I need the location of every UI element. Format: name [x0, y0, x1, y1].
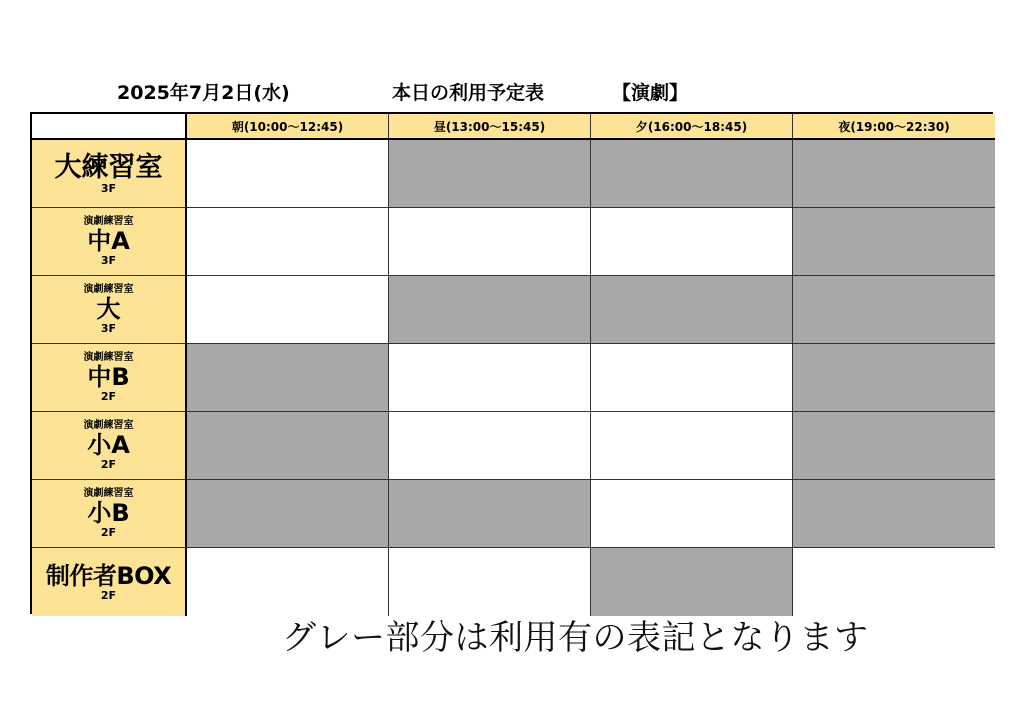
room-floor: 3F — [100, 322, 117, 335]
room-header — [32, 276, 187, 344]
schedule-table — [30, 112, 993, 614]
slot-cell — [793, 208, 995, 276]
table-corner — [32, 114, 187, 140]
slot-cell — [187, 480, 389, 548]
slot-cell — [187, 208, 389, 276]
slot-cell — [793, 140, 995, 208]
slot-cell — [793, 344, 995, 412]
slot-cell — [187, 412, 389, 480]
slot-cell — [591, 480, 793, 548]
room-floor: 2F — [100, 458, 117, 471]
slot-cell — [187, 140, 389, 208]
slot-cell — [591, 140, 793, 208]
room-name: 制作者BOX — [45, 561, 172, 590]
room-category: 演劇練習室 — [83, 284, 134, 295]
room-name: 小A — [87, 431, 130, 459]
room-category: 演劇練習室 — [83, 352, 134, 363]
room-floor: 3F — [100, 254, 117, 267]
slot-cell — [389, 480, 591, 548]
slot-cell — [187, 344, 389, 412]
room-floor: 2F — [100, 390, 117, 403]
slot-cell — [389, 412, 591, 480]
slot-cell — [591, 276, 793, 344]
slot-cell — [591, 208, 793, 276]
schedule-title: 本日の利用予定表 — [392, 82, 545, 104]
slot-cell — [389, 208, 591, 276]
slot-cell — [591, 548, 793, 616]
slot-cell — [389, 140, 591, 208]
room-header — [32, 412, 187, 480]
room-header — [32, 208, 187, 276]
room-category: 演劇練習室 — [83, 216, 134, 227]
slot-cell — [591, 344, 793, 412]
room-floor: 3F — [100, 181, 117, 195]
slot-cell — [591, 412, 793, 480]
slot-cell — [793, 276, 995, 344]
room-name: 中A — [87, 227, 130, 255]
room-header — [32, 344, 187, 412]
room-name: 小B — [87, 499, 130, 527]
slot-cell — [793, 548, 995, 616]
column-header-noon: 昼(13:00〜15:45) — [389, 114, 591, 140]
column-header-evening: 夕(16:00〜18:45) — [591, 114, 793, 140]
slot-cell — [389, 548, 591, 616]
column-header-night: 夜(19:00〜22:30) — [793, 114, 995, 140]
room-header — [32, 480, 187, 548]
schedule-genre: 【演劇】 — [612, 82, 689, 104]
slot-cell — [389, 276, 591, 344]
room-header — [32, 548, 187, 616]
slot-cell — [793, 412, 995, 480]
room-floor: 2F — [100, 526, 117, 539]
room-category: 演劇練習室 — [83, 488, 134, 499]
room-floor: 2F — [100, 588, 117, 602]
room-header — [32, 140, 187, 208]
slot-cell — [187, 548, 389, 616]
schedule-date: 2025年7月2日(水) — [117, 82, 290, 104]
room-name: 中B — [87, 363, 130, 391]
slot-cell — [187, 276, 389, 344]
room-category: 演劇練習室 — [83, 420, 134, 431]
slot-cell — [793, 480, 995, 548]
legend-note: グレー部分は利用有の表記となります — [282, 618, 869, 658]
room-name: 大 — [96, 295, 121, 323]
column-header-morning: 朝(10:00〜12:45) — [187, 114, 389, 140]
room-name: 大練習室 — [54, 151, 163, 183]
slot-cell — [389, 344, 591, 412]
